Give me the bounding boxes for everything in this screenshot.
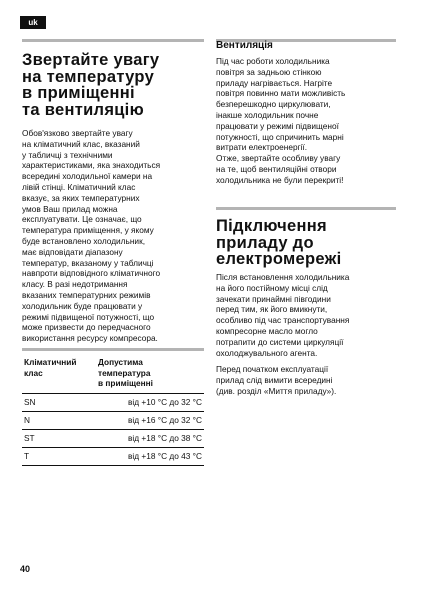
climate-class-cell: SN — [22, 393, 96, 411]
temperature-range-cell: від +16 °C до 32 °C — [96, 411, 204, 429]
table-row — [22, 429, 204, 447]
ventilation-heading: Вентиляція — [216, 40, 273, 51]
temperature-range-cell: від +18 °C до 43 °C — [96, 447, 204, 465]
climate-class-paragraph: Обов'язково звертайте увагу на кліматичний клас, вказаний у табличці з технічними характеристиками, яка знаходиться всередині холодильної камери на лівій стінці. Кліматичний клас вказує, за яких температурних умов Ваш прилад можна експлуатувати. Це означає, що температура приміщення, у якому буде встановлено холодильник, має відповідати діапазону температур, вказаному у табличці навпроти відповідного кліматичного класу. В разі недотримання вказаних температурних режимів холодильник буде працювати у режимі підвищеної потужності, що може призвести до передчасного використання ресурсу компресора. — [22, 128, 161, 344]
climate-class-table — [22, 354, 204, 466]
heading-line: в приміщенні — [22, 84, 135, 102]
heading-line: Підключення — [216, 217, 327, 235]
cleaning-note-paragraph: Перед початком експлуатації прилад слід вимити всередині (див. розділ «Миття приладу»). — [216, 364, 337, 396]
table-header-row — [22, 354, 204, 393]
heading-line: електромережі — [216, 250, 342, 268]
heading-line: на температуру — [22, 67, 155, 86]
ventilation-paragraph: Під час роботи холодильника повітря за задньою стінкою приладу нагрівається. Нагріте повітря повинно мати можливість безперешкодно циркулювати, інакше холодильник почне працювати у режимі підвищеної потужності, що спричинить марні витрати електроенергії. Отже, звертайте особливу увагу на те, щоб вентиляційні отвори холодильника не були перекриті! — [216, 56, 346, 185]
language-badge: uk — [20, 16, 46, 29]
temperature-range-cell: від +18 °C до 38 °C — [96, 429, 204, 447]
connection-wait-paragraph: Після встановлення холодильника на його постійному місці слід зачекати принаймні півгодини перед тим, як його вмикнути, особливо під час транспортування компресорне масло могло потрапити до системи циркуляції охолоджувального агента. — [216, 272, 350, 358]
table-row — [22, 393, 204, 411]
connection-divider — [216, 207, 396, 210]
page-number: 40 — [20, 564, 31, 574]
permissible-temperature-column-header: Допустима температура в приміщенні — [96, 354, 204, 393]
table-row — [22, 411, 204, 429]
temperature-ventilation-heading — [22, 52, 202, 118]
section-divider — [22, 39, 204, 42]
climate-class-column-header: Кліматичний клас — [22, 354, 96, 393]
temperature-range-cell: від +10 °C до 32 °C — [96, 393, 204, 411]
connecting-heading — [216, 218, 396, 268]
climate-class-cell: T — [22, 447, 96, 465]
climate-class-cell: ST — [22, 429, 96, 447]
table-divider — [22, 348, 204, 351]
climate-class-cell: N — [22, 411, 96, 429]
heading-line: Звертайте увагу — [22, 51, 160, 69]
heading-line: приладу до — [216, 233, 314, 252]
table-row — [22, 447, 204, 465]
heading-line: та вентиляцію — [22, 100, 144, 119]
